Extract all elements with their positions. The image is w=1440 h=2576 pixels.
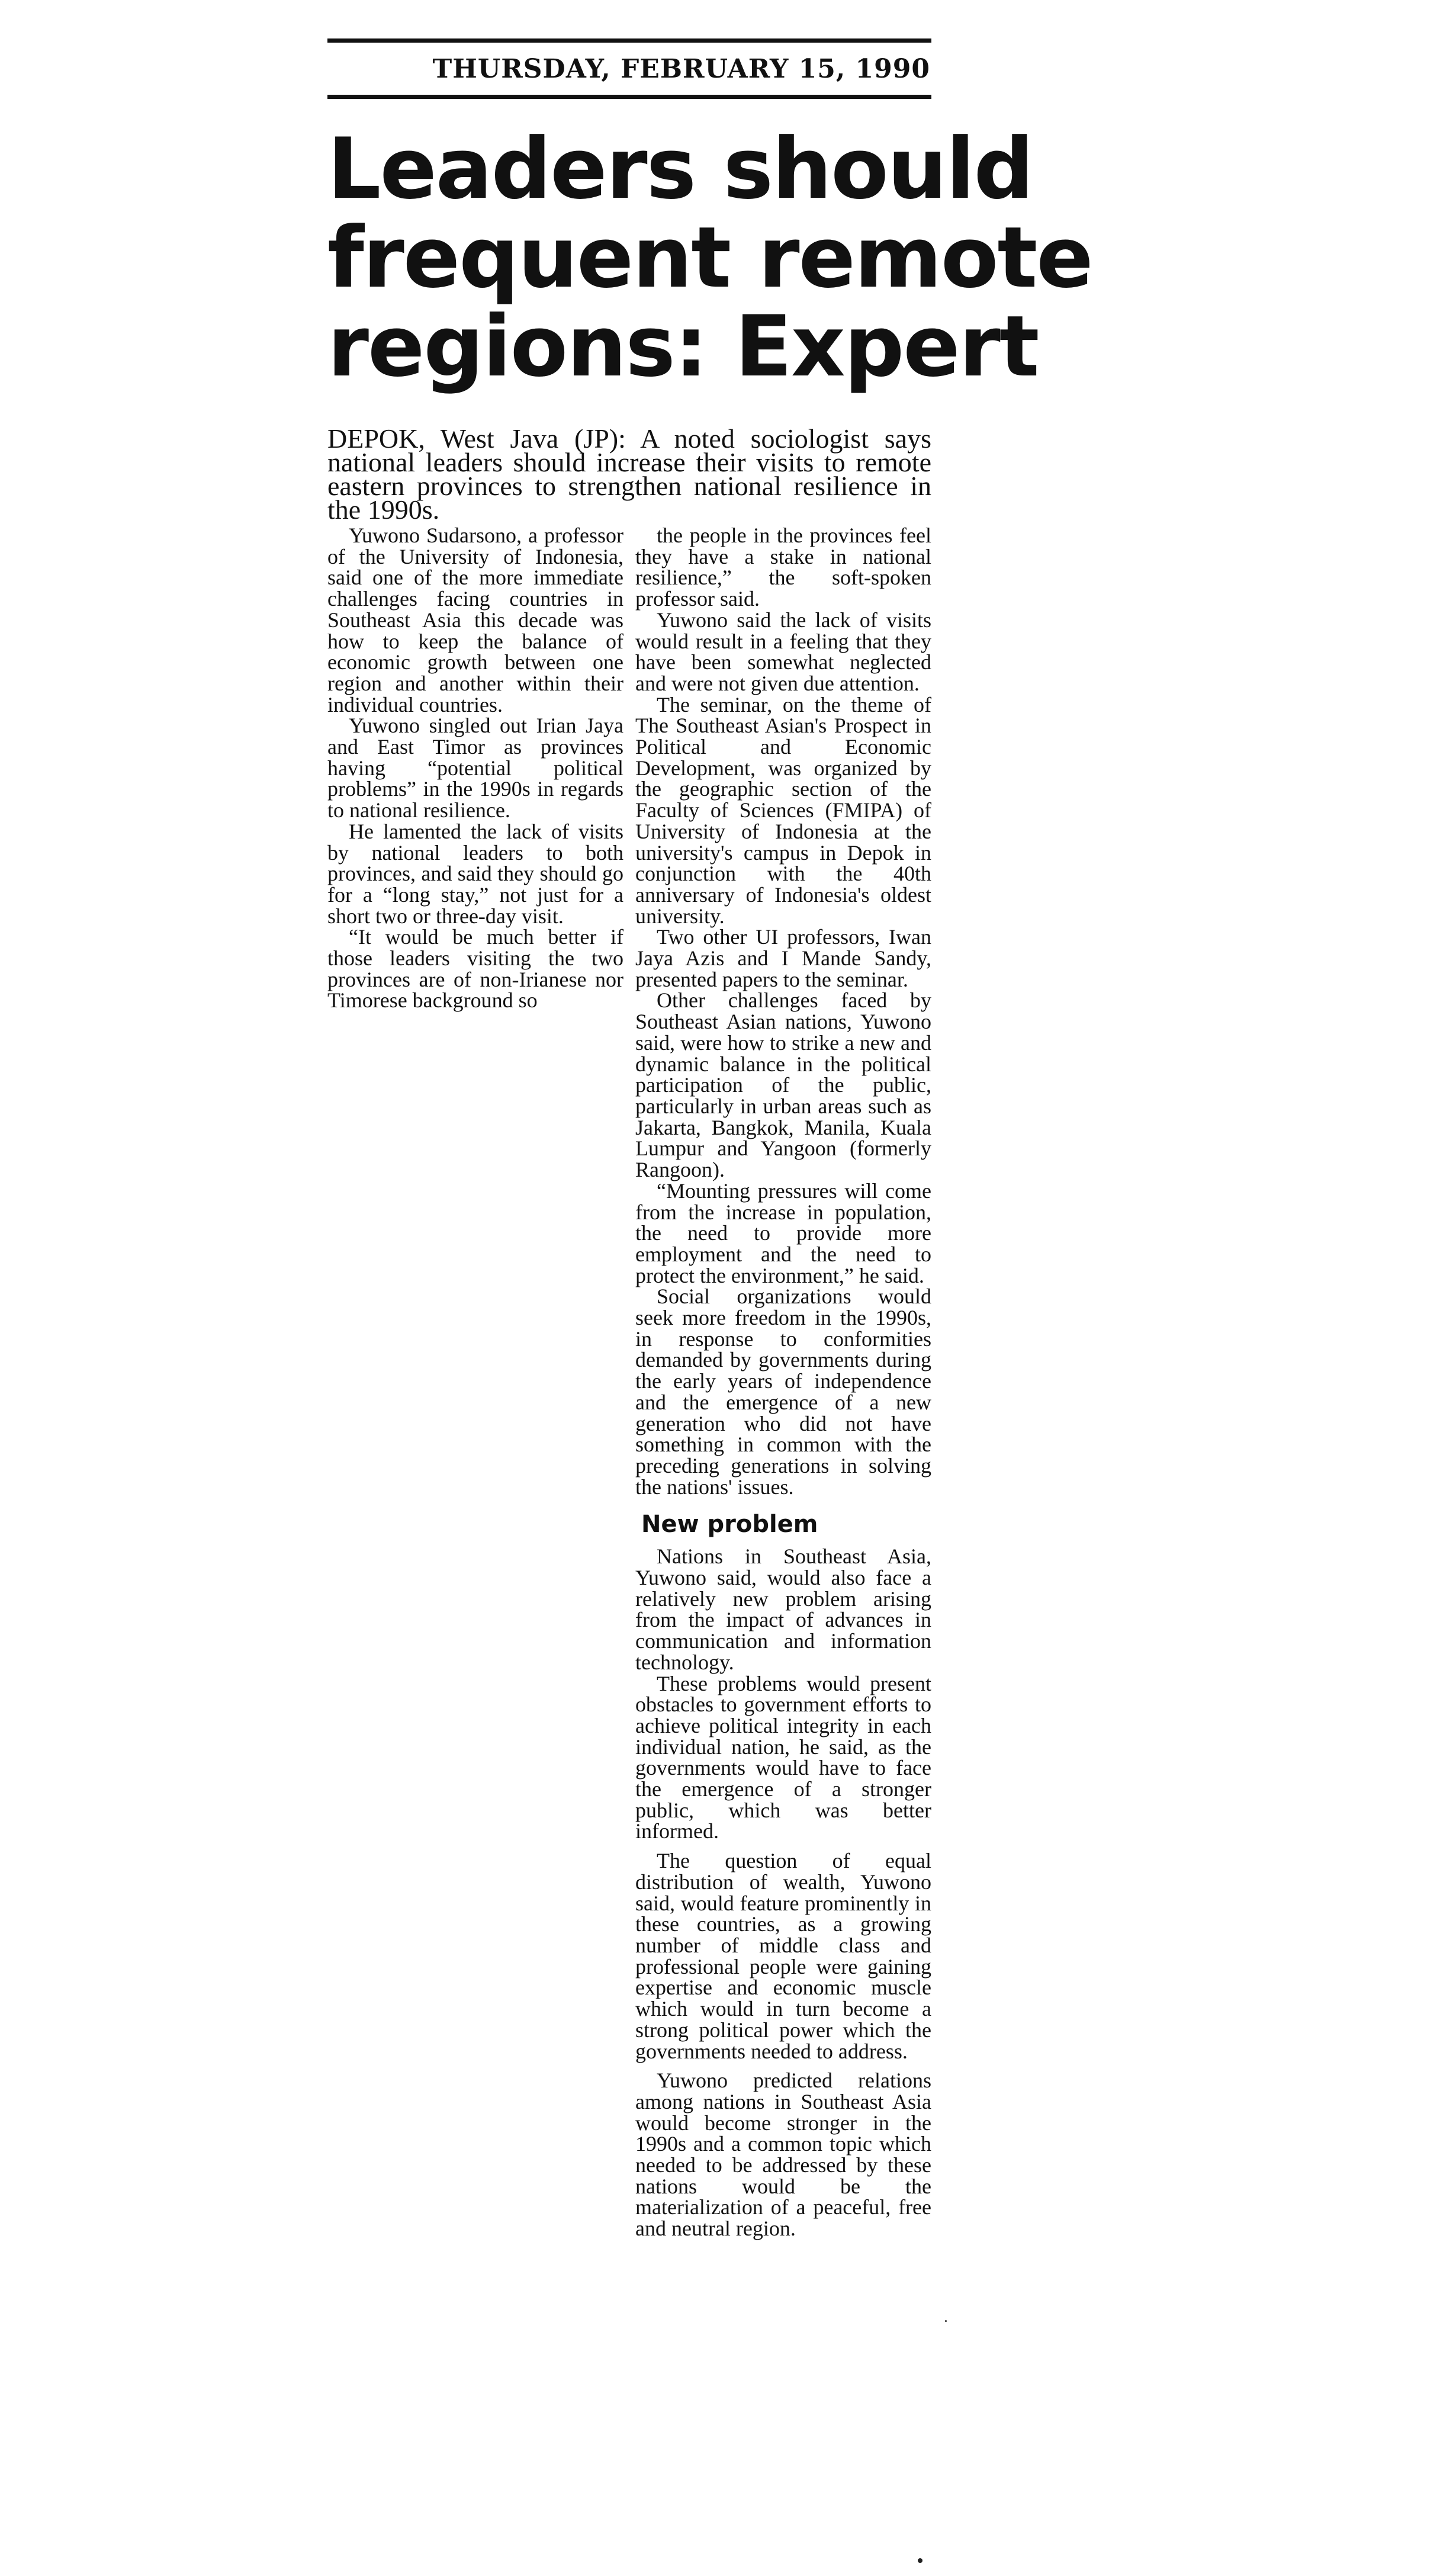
right-paragraph-4: Two other UI professors, Iwan Jaya Azis and I Mande Sandy, presented papers to the seminar. xyxy=(635,925,931,991)
right-paragraph-10: The question of equal distribution of wealth, Yuwono said, would feature prominently in these countries, as a growing number of middle class and professional people were gaining expertise and economic muscle which would in turn become a strong political power which the governments needed to address. xyxy=(635,1849,931,2063)
right-paragraph-11: Yuwono predicted relations among nations in Southeast Asia would become stronger in the 1990s and a common topic which needed to be addressed by these nations would be the materialization of a peaceful, free and neutral region. xyxy=(635,2068,931,2241)
dateline: THURSDAY, FEBRUARY 15, 1990 xyxy=(432,53,930,84)
left-paragraph-2: Yuwono singled out Irian Jaya and East Timor as provinces having “potential political problems” in the 1990s in regards to national resilience. xyxy=(327,714,623,823)
dateline-bar xyxy=(327,38,931,99)
right-paragraph-2: Yuwono said the lack of visits would result in a feeling that they have been somewhat neglected and were not given due attention. xyxy=(635,608,931,695)
headline-line-1: Leaders should xyxy=(327,120,1033,218)
scan-speck xyxy=(945,2320,947,2322)
article-columns xyxy=(327,525,931,2240)
subheading: New problem xyxy=(641,1511,818,1538)
right-paragraph-7: Social organizations would seek more freedom in the 1990s, in response to conformities demanded by governments during the early years of independence and the emergence of a new generation who did not have something in common with the preceding generations in solving the nations' issues. xyxy=(635,1284,931,1499)
left-column xyxy=(327,525,623,2240)
right-paragraph-9: These problems would present obstacles to government efforts to achieve political integrity in each individual nation, he said, as the governments would have to face the emergence of a stronger public, which was better informed. xyxy=(635,1671,931,1843)
right-paragraph-1: the people in the provinces feel they have a stake in national resilience,” the soft-spoken professor said. xyxy=(635,523,931,611)
headline-line-2: frequent remote xyxy=(327,209,1092,307)
scan-speck xyxy=(918,2558,922,2563)
right-paragraph-3: The seminar, on the theme of The Southeast Asian's Prospect in Political and Economic Development, was organized by the geographic section of the Faculty of Sciences (FMIPA) of University of Indonesia at the university's campus in Depok in conjunction with the 40th anniversary of Indonesia's oldest university. xyxy=(635,692,931,928)
left-paragraph-4: “It would be much better if those leaders visiting the two provinces are of non-Irianese nor Timorese background so xyxy=(327,925,623,1013)
headline-line-3: regions: Expert xyxy=(327,298,1039,396)
right-paragraph-6: “Mounting pressures will come from the increase in population, the need to provide more employment and the need to protect the environment,” he said. xyxy=(635,1178,931,1287)
right-column xyxy=(635,525,931,2240)
lead-paragraph: DEPOK, West Java (JP): A noted sociologist says national leaders should increase their visits to remote eastern provinces to strengthen national resilience in the 1990s. xyxy=(327,423,931,525)
right-paragraph-5: Other challenges faced by Southeast Asian nations, Yuwono said, were how to strike a new and dynamic balance in the political participation of the public, particularly in urban areas such as Jakarta, Bangkok, Manila, Kuala Lumpur and Yangoon (formerly Rangoon). xyxy=(635,988,931,1182)
headline xyxy=(327,120,1092,396)
left-paragraph-1: Yuwono Sudarsono, a professor of the University of Indonesia, said one of the more immediate challenges facing countries in Southeast Asia this decade was how to keep the balance of economic growth between one region and another within their individual countries. xyxy=(327,523,623,717)
left-paragraph-3: He lamented the lack of visits by national leaders to both provinces, and said they should go for a “long stay,” not just for a short two or three-day visit. xyxy=(327,819,623,928)
right-paragraph-8: Nations in Southeast Asia, Yuwono said, would also face a relatively new problem arising from the impact of advances in communication and information technology. xyxy=(635,1544,931,1674)
newspaper-clipping xyxy=(327,38,1092,2241)
